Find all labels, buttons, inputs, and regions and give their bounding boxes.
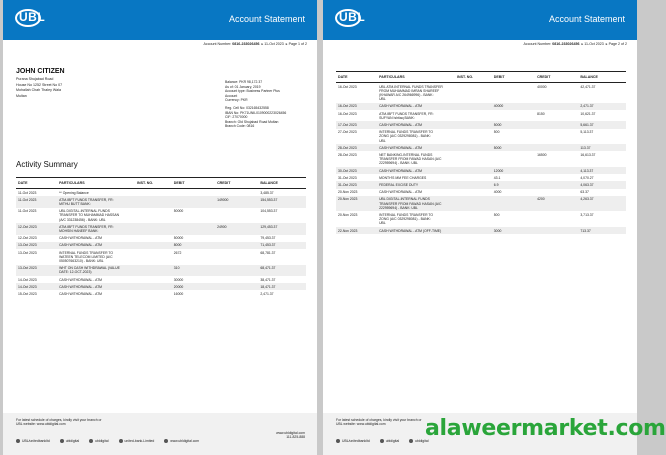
cell-inst-no (455, 110, 492, 121)
cell-particulars (377, 227, 455, 234)
table-row (16, 276, 306, 283)
cell-particulars (377, 181, 455, 188)
cell-date: 22-Nov 2023 (336, 227, 377, 234)
facebook-link[interactable]: UBL/unitedbankltd (16, 439, 50, 443)
cell-inst-no (135, 208, 172, 224)
cell-debit: 50000 (173, 209, 184, 214)
particulars-line: CASH WITHDRAWAL - ATM (59, 277, 102, 282)
cell-particulars (57, 242, 135, 249)
col-particulars: PARTICULARS (377, 72, 455, 83)
header-title: Account Statement (228, 14, 305, 24)
cell-date: 12-Oct 2023 (18, 236, 37, 241)
cell-debit: 40000 (492, 103, 535, 110)
cell-debit: 20000 (172, 283, 215, 290)
cell-credit (215, 208, 258, 224)
address-line: Purana Shujabad Road (16, 77, 54, 81)
cell-debit (172, 223, 215, 234)
cell-balance: 71,453.37 (258, 242, 306, 249)
info-line: Currency: PKR (225, 98, 248, 103)
cell-particulars (377, 129, 455, 145)
cell-particulars (57, 283, 135, 290)
cell-inst-no (135, 276, 172, 283)
cell-particulars (57, 196, 135, 207)
cell-debit: 4000 (493, 190, 502, 195)
cell-particulars (57, 276, 135, 283)
col-balance: BALANCE (258, 178, 306, 189)
cell-balance: 79,453.37 (260, 236, 276, 241)
cell-date: 11-Oct 2023 (18, 190, 37, 195)
cell-inst-no (455, 151, 492, 167)
cell-credit (535, 174, 578, 181)
col-particulars: PARTICULARS (57, 178, 135, 189)
table-row (336, 151, 626, 167)
cell-balance: 38,471.37 (260, 277, 276, 282)
address-line: House No 1252 Street No 07 (16, 82, 63, 87)
instagram-icon (409, 439, 413, 443)
table-row (16, 283, 306, 290)
table-row (16, 242, 306, 249)
instagram-link[interactable]: ubldigital (89, 439, 108, 443)
particulars-line: ZONG (A/C 0329298081) - BANK: (379, 134, 431, 139)
page-header (3, 0, 317, 40)
table-row (336, 227, 626, 234)
cell-inst-no (455, 129, 492, 145)
cell-balance: 2,471.37 (260, 291, 274, 296)
cell-inst-no (455, 144, 492, 151)
cell-date: 13-Oct 2023 (16, 265, 57, 276)
cell-particulars (57, 290, 135, 297)
cell-inst-no (455, 103, 492, 110)
cell-date: 16-Oct 2023 (338, 84, 357, 89)
twitter-icon (380, 439, 384, 443)
cell-debit: 6.9 (492, 181, 535, 188)
cell-inst-no (135, 189, 172, 197)
particulars-line: SUFYAN Ishtiaq BANK: (379, 115, 415, 120)
table-row (336, 167, 626, 174)
col-date: DATE (16, 178, 57, 189)
particulars-line: WHT ON CASH WITHDRAWAL (VALUE (59, 266, 120, 271)
address-line: Mohallah Chah Thaley Wala (16, 88, 61, 92)
footer-contact: www.ubldigital.com 111-825-888 (276, 431, 305, 440)
cell-date: 17-Oct 2023 (336, 121, 377, 128)
account-subbar: Account Number: 0816-233026456 ▸ 11-Oct 2023 ▸ Page 2 of 2 (523, 42, 627, 46)
cell-balance: 113.37 (578, 144, 626, 151)
cell-particulars (377, 144, 455, 151)
cell-particulars (57, 249, 135, 265)
cell-date: 14-Oct 2023 (18, 277, 37, 282)
particulars-line: (KHAWAR A/C 264966996) - BANK: (379, 92, 434, 97)
social-links (336, 439, 429, 443)
info-line: Reg. Cell No: 032165432558 (225, 105, 269, 110)
linkedin-link[interactable]: united-bank-Limited (119, 439, 155, 443)
cell-debit: 3000 (492, 227, 535, 234)
customer-address (16, 68, 156, 99)
table-row (16, 196, 306, 207)
particulars-line: ATM-IBFT FUNDS TRANSFER, FR: (59, 224, 114, 229)
ubl-logo: UBL (339, 10, 366, 24)
table-row (16, 189, 306, 197)
cell-credit (215, 242, 258, 249)
footer-note: For latest schedule of charges, kindly visit your branch or UBL website: www.ubldigital.com (336, 418, 422, 427)
particulars-line: MONTH'S MM FEE CHARGES (379, 175, 427, 180)
particulars-line: MITHU BUTT BANK: (59, 201, 91, 206)
col-debit: DEBIT (492, 72, 535, 83)
table-row (336, 83, 626, 103)
col-inst-no: INST. NO. (455, 72, 492, 83)
table-row (16, 265, 306, 276)
cell-inst-no (135, 242, 172, 249)
cell-debit: 50000 (173, 236, 184, 241)
table-header-row (16, 178, 306, 189)
cell-balance: 10,621.37 (580, 111, 596, 116)
cell-date: 11-Oct 2023 (16, 196, 57, 207)
particulars-line: CASH WITHDRAWAL - ATM (59, 291, 102, 296)
cell-balance: 68,471.37 (258, 265, 306, 276)
website-link[interactable]: www.ubldigital.com (164, 439, 199, 443)
particulars-line: DATE: 12-OCT-2023) (59, 270, 92, 275)
cell-balance: 68,781.37 (260, 250, 276, 255)
cell-inst-no (455, 227, 492, 234)
particulars-line: 222959694) - BANK: UBL (379, 205, 418, 210)
cell-credit (535, 181, 578, 188)
cell-balance: 104,553.37 (260, 209, 278, 214)
facebook-icon (16, 439, 20, 443)
cell-inst-no (455, 174, 492, 181)
cell-inst-no (455, 181, 492, 188)
table-row (336, 129, 626, 145)
cell-balance: 154,553.37 (258, 196, 306, 207)
cell-debit: 5000 (492, 144, 535, 151)
cell-debit (492, 151, 535, 167)
cell-particulars (377, 189, 455, 196)
cell-credit (535, 189, 578, 196)
info-line: Account (225, 93, 238, 98)
cell-inst-no (135, 290, 172, 297)
particulars-line: CASH WITHDRAWAL - ATM (OFF-TIME) (379, 228, 442, 233)
particulars-line: 050507663210) - BANK: UBL (59, 258, 104, 263)
cell-particulars (57, 189, 135, 197)
table-row (336, 110, 626, 121)
particulars-line: INTERNAL FUNDS TRANSFER TO (379, 130, 434, 135)
cell-date: 12-Oct 2023 (16, 223, 57, 234)
cell-balance: 4,263.37 (578, 196, 626, 212)
cell-credit (215, 265, 258, 276)
particulars-line: CASH WITHDRAWAL - ATM (379, 104, 422, 109)
info-line: Account type: Business Partner Plus (225, 89, 280, 94)
page-header (323, 0, 637, 40)
instagram-icon (89, 439, 93, 443)
footer-note: For latest schedule of charges, kindly visit your branch or UBL website: www.ubldigital.com (16, 418, 102, 427)
particulars-line: ZONG (A/C 0329298081) - BANK: (379, 217, 431, 222)
particulars-line: ATM-IBFT FUNDS TRANSFER, FR: (59, 197, 114, 202)
cell-credit (535, 211, 578, 227)
cell-balance: 16,613.37 (580, 152, 596, 157)
table-row (336, 189, 626, 196)
cell-particulars (377, 174, 455, 181)
cell-inst-no (135, 196, 172, 207)
cell-debit: 12000 (492, 167, 535, 174)
table-row (16, 223, 306, 234)
cell-credit (215, 249, 258, 265)
cell-date: 15-Oct 2023 (18, 291, 37, 296)
particulars-line: ** Opening Balance (59, 190, 89, 195)
particulars-line: FEDERAL EXCISE DUTY (379, 182, 419, 187)
facebook-icon (336, 439, 340, 443)
particulars-line: TRANSFER FROM FAWAD HASAN (A/C (379, 201, 442, 206)
cell-debit: 2672 (173, 250, 182, 255)
customer-name: JOHN CITIZEN (16, 68, 65, 75)
particulars-line: CASH WITHDRAWAL - ATM (59, 243, 102, 248)
particulars-line: CASH WITHDRAWAL - ATM (379, 122, 422, 127)
cell-particulars (57, 265, 135, 276)
particulars-line: NET BANKING-INTERNAL FUNDS (379, 152, 433, 157)
account-subbar: Account Number: 0816-233026456 ▸ 11-Oct 2023 ▸ Page 1 of 2 (203, 42, 307, 46)
cell-credit: 8150 (537, 111, 545, 116)
cell-inst-no (455, 167, 492, 174)
cell-balance: 42,471.37 (580, 84, 596, 89)
cell-debit: 500 (493, 130, 500, 135)
info-line: Branch: Old Shujabad Road Multan (225, 119, 279, 124)
particulars-line: INTERNAL FUNDS TRANSFER TO (59, 250, 114, 255)
particulars-line: CASH WITHDRAWAL - ATM (379, 168, 422, 173)
cell-date: 16-Oct 2023 (338, 111, 357, 116)
cell-inst-no (455, 83, 492, 103)
cell-date: 16-Oct 2023 (336, 103, 377, 110)
cell-credit (215, 276, 258, 283)
globe-icon (164, 439, 168, 443)
instagram-link[interactable]: ubldigital (409, 439, 428, 443)
facebook-link[interactable]: UBL/unitedbankltd (336, 439, 370, 443)
cell-particulars (57, 235, 135, 242)
table-row (16, 235, 306, 242)
cell-balance: 2,471.37 (578, 103, 626, 110)
table-row (336, 174, 626, 181)
table-header-row (336, 72, 626, 83)
cell-particulars (377, 110, 455, 121)
cell-date: 13-Oct 2023 (18, 250, 37, 255)
cell-date: 31-Oct 2023 (338, 175, 357, 180)
cell-balance: 3,485.37 (260, 190, 274, 195)
twitter-link[interactable]: ubldigital (60, 439, 79, 443)
cell-debit: 16000 (173, 291, 184, 296)
cell-credit (535, 227, 578, 234)
linkedin-icon (119, 439, 123, 443)
table-row (336, 196, 626, 212)
cell-credit (215, 290, 258, 297)
cell-debit (172, 189, 215, 197)
particulars-line: UBL (379, 97, 386, 102)
cell-balance: 18,471.37 (258, 283, 306, 290)
cell-debit (492, 83, 535, 103)
particulars-line: UBL (379, 138, 386, 143)
info-line: Balance: PKR 98,172.37 (225, 80, 263, 84)
cell-credit (215, 235, 258, 242)
col-balance: BALANCE (578, 72, 626, 83)
particulars-line: TRANSFER FROM FAWAD HASAN (A/C (379, 157, 442, 162)
cell-debit: 500 (493, 212, 500, 217)
cell-date: 31-Oct 2023 (336, 181, 377, 188)
cell-particulars (377, 211, 455, 227)
twitter-link[interactable]: ubldigital (380, 439, 399, 443)
cell-balance: 713.37 (578, 227, 626, 234)
cell-date: 28-Oct 2023 (336, 144, 377, 151)
cell-inst-no (135, 223, 172, 234)
cell-credit (535, 167, 578, 174)
col-inst-no: INST. NO. (135, 178, 172, 189)
transactions-table (336, 71, 626, 234)
cell-balance: 129,453.37 (258, 223, 306, 234)
table-row (336, 181, 626, 188)
particulars-line: UBL DIGITAL-INTERNAL FUNDS (59, 209, 110, 214)
cell-balance: 4,063.37 (578, 181, 626, 188)
cell-balance: 4,113.37 (578, 167, 626, 174)
cell-credit (535, 144, 578, 151)
cell-particulars (377, 196, 455, 212)
particulars-line: CASH WITHDRAWAL - ATM (379, 145, 422, 150)
ubl-logo: UBL (19, 10, 46, 24)
cell-inst-no (135, 265, 172, 276)
cell-date: 20-Nov 2023 (338, 212, 358, 217)
cell-inst-no (455, 189, 492, 196)
particulars-line: CASH WITHDRAWAL - ATM (59, 236, 102, 241)
info-line: CIF: 27070000 (225, 115, 248, 120)
cell-credit: 16500 (537, 152, 547, 157)
col-debit: DEBIT (172, 178, 215, 189)
cell-particulars (57, 208, 135, 224)
cell-balance: 5,113.37 (580, 130, 594, 135)
particulars-line: UBL (379, 221, 386, 226)
cell-date: 20-Nov 2023 (336, 196, 377, 212)
address-line: Multan (16, 93, 27, 98)
table-row (16, 208, 306, 224)
cell-date: 13-Oct 2023 (16, 242, 57, 249)
cell-inst-no (455, 196, 492, 212)
particulars-line: CASH WITHDRAWAL - ATM (59, 284, 102, 289)
particulars-line: 222959694) - BANK: UBL (379, 161, 418, 166)
activity-summary-title: Activity Summary (16, 160, 78, 169)
col-credit: CREDIT (215, 178, 258, 189)
cell-particulars (377, 167, 455, 174)
statement-page-2 (323, 0, 637, 455)
cell-credit: 24900 (215, 223, 258, 234)
info-line: Branch Code: 0816 (225, 124, 255, 129)
table-row (336, 103, 626, 110)
particulars-line: MOHSIN HANEEF BANK: (59, 228, 99, 233)
cell-inst-no (135, 249, 172, 265)
particulars-line: TRANSFER TO MUHAMMAD HASSAN (59, 213, 120, 218)
particulars-line: INTERNAL FUNDS TRANSFER TO (379, 212, 434, 217)
cell-date: 28-Oct 2023 (338, 152, 357, 157)
statement-page-1 (3, 0, 317, 455)
col-date: DATE (336, 72, 377, 83)
table-row (16, 290, 306, 297)
cell-date: 11-Oct 2023 (18, 209, 37, 214)
cell-balance: 5,661.37 (578, 121, 626, 128)
cell-inst-no (455, 121, 492, 128)
col-credit: CREDIT (535, 72, 578, 83)
cell-credit (535, 121, 578, 128)
table-row (336, 121, 626, 128)
cell-balance: 63.37 (580, 190, 589, 195)
cell-particulars (377, 151, 455, 167)
info-line: IBAN No: PK71UNIL0109000223026456 (225, 110, 287, 115)
cell-debit: 8000 (172, 242, 215, 249)
table-row (336, 144, 626, 151)
cell-debit: 5000 (492, 121, 535, 128)
cell-credit (535, 129, 578, 145)
cell-date: 20-Nov 2023 (338, 190, 358, 195)
cell-credit: 4200 (535, 196, 578, 212)
twitter-icon (60, 439, 64, 443)
cell-balance: 4,070.27 (580, 175, 594, 180)
particulars-line: WATEEN TELECOM LIMITED (A/C (59, 254, 113, 259)
cell-particulars (377, 83, 455, 103)
cell-balance: 3,713.37 (580, 212, 594, 217)
cell-particulars (377, 121, 455, 128)
particulars-line: FROM MUHAMMAD IMRAN SHAREEF (379, 88, 440, 93)
particulars-line: (A/C 331238456) - BANK: UBL (59, 217, 106, 222)
cell-date: 30-Oct 2023 (336, 167, 377, 174)
cell-debit (492, 110, 535, 121)
particulars-line: UBL ATM-INTERNAL FUNDS TRANSFER (379, 84, 443, 89)
info-line: As of: 01 January, 2019 (225, 84, 261, 89)
cell-particulars (57, 223, 135, 234)
particulars-line: CASH WITHDRAWAL - ATM (379, 190, 422, 195)
watermark: alaweermarket.com (425, 416, 666, 441)
cell-inst-no (455, 211, 492, 227)
cell-credit (215, 283, 258, 290)
page-footer (3, 413, 317, 455)
cell-credit: 149000 (215, 196, 258, 207)
cell-inst-no (135, 283, 172, 290)
cell-credit (535, 103, 578, 110)
social-links (16, 439, 199, 443)
cell-debit: 310 (172, 265, 215, 276)
cell-credit (215, 189, 258, 197)
particulars-line: ATM-IBFT FUNDS TRANSFER, FR: (379, 111, 434, 116)
cell-debit: 30000 (173, 277, 184, 282)
transactions-table (16, 177, 306, 298)
account-info (225, 80, 315, 129)
table-row (336, 211, 626, 227)
cell-credit: 40000 (537, 84, 547, 89)
cell-debit (172, 196, 215, 207)
cell-inst-no (135, 235, 172, 242)
cell-particulars (377, 103, 455, 110)
particulars-line: UBL DIGITAL-INTERNAL FUNDS (379, 197, 430, 202)
cell-debit (492, 196, 535, 212)
cell-date: 14-Oct 2023 (16, 283, 57, 290)
header-title: Account Statement (548, 14, 625, 24)
cell-debit: 43.1 (493, 175, 501, 180)
table-row (16, 249, 306, 265)
cell-date: 27-Oct 2023 (338, 130, 357, 135)
